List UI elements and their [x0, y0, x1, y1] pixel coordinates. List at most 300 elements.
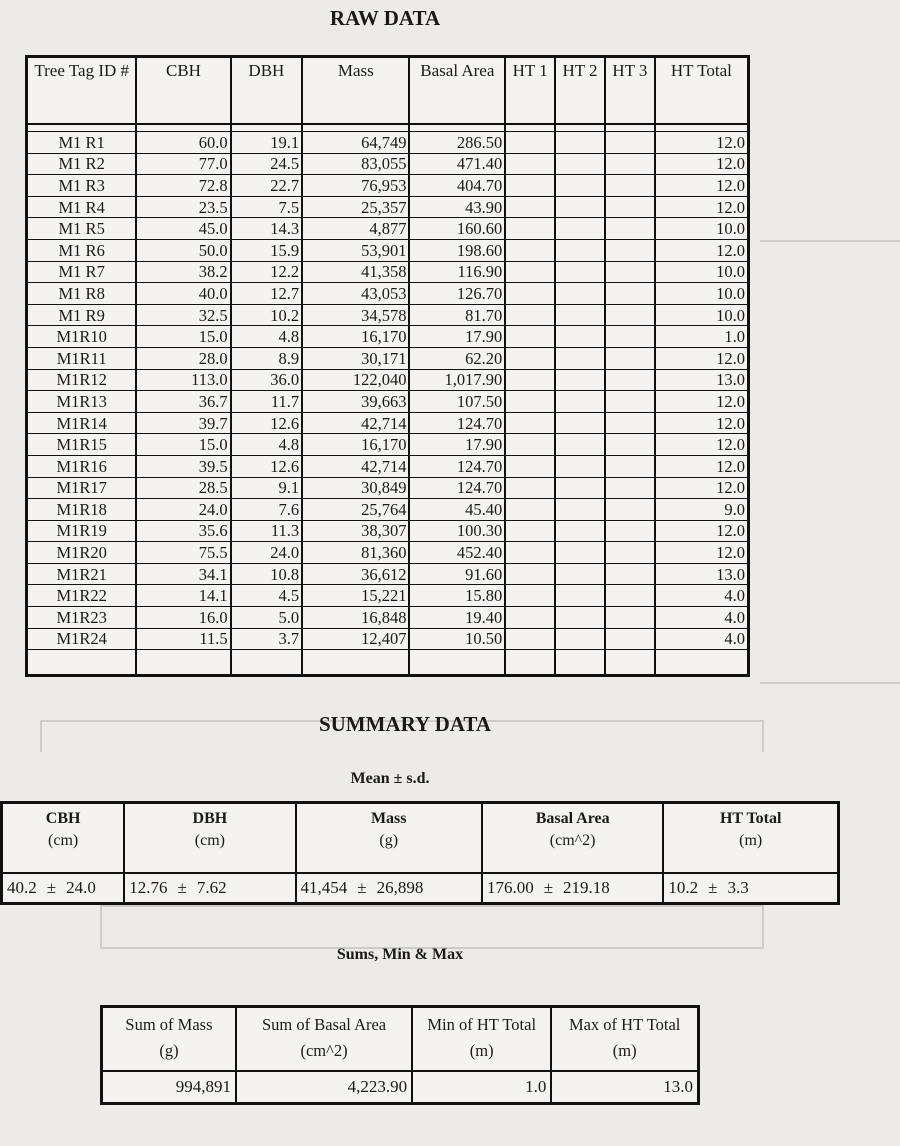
- tree-id-cell: M1 R4: [27, 196, 137, 218]
- ht1-cell: [505, 218, 555, 240]
- ht2-cell: [555, 239, 605, 261]
- ht3-cell: [605, 455, 655, 477]
- ht1-cell: [505, 175, 555, 197]
- mass-cell: 30,171: [302, 347, 409, 369]
- summary-data-title: SUMMARY DATA: [318, 712, 492, 736]
- table-row: [27, 607, 749, 629]
- mass-cell: 53,901: [302, 239, 409, 261]
- ht3-cell: [605, 304, 655, 326]
- basal-area-cell: 124.70: [409, 477, 505, 499]
- tree-id-cell: M1 R1: [27, 132, 137, 154]
- mass-cell: 64,749: [302, 132, 409, 154]
- cbh-cell: 35.6: [136, 520, 230, 542]
- ht-total-cell: 13.0: [655, 563, 749, 585]
- plus-minus-sign: ±: [543, 878, 554, 897]
- basal-area-cell: 45.40: [409, 499, 505, 521]
- dbh-cell: 36.0: [231, 369, 303, 391]
- ht1-cell: [505, 196, 555, 218]
- mass-cell: 83,055: [302, 153, 409, 175]
- mass-cell: 25,764: [302, 499, 409, 521]
- plus-minus-sign: ±: [708, 878, 718, 897]
- summary-col-header: [296, 803, 482, 874]
- mass-cell: 39,663: [302, 391, 409, 413]
- col-header-tree-id: Tree Tag ID #: [27, 57, 137, 125]
- summary-col-name: HT Total: [719, 810, 782, 827]
- tree-id-cell: M1 R6: [27, 239, 137, 261]
- ht1-cell: [505, 607, 555, 629]
- ht1-cell: [505, 391, 555, 413]
- tree-id-cell: M1R10: [27, 326, 137, 348]
- summary-col-header: [2, 803, 125, 874]
- sums-header-row: [102, 1007, 699, 1072]
- cbh-cell: 40.0: [136, 283, 230, 305]
- ht1-cell: [505, 499, 555, 521]
- ht-total-cell: 10.0: [655, 304, 749, 326]
- sums-value-cell: 994,891: [102, 1071, 236, 1104]
- ht1-cell: [505, 455, 555, 477]
- ht-total-cell: 12.0: [655, 434, 749, 456]
- cbh-cell: 38.2: [136, 261, 230, 283]
- header-spacer-row: [27, 124, 749, 132]
- cbh-cell: 45.0: [136, 218, 230, 240]
- summary-col-unit: (cm): [48, 832, 79, 849]
- ht3-cell: [605, 239, 655, 261]
- summary-value-cell: [124, 873, 295, 904]
- mean-value: 176.00: [486, 878, 534, 897]
- mass-cell: 42,714: [302, 455, 409, 477]
- ht3-cell: [605, 326, 655, 348]
- basal-area-cell: 100.30: [409, 520, 505, 542]
- tree-id-cell: M1R24: [27, 628, 137, 650]
- dbh-cell: 12.7: [231, 283, 303, 305]
- cbh-cell: 11.5: [136, 628, 230, 650]
- raw-data-body: [27, 124, 749, 676]
- basal-area-cell: 471.40: [409, 153, 505, 175]
- summary-value-cell: [2, 873, 125, 904]
- dbh-cell: 9.1: [231, 477, 303, 499]
- ht3-cell: [605, 347, 655, 369]
- tree-id-cell: M1R18: [27, 499, 137, 521]
- summary-col-header: [482, 803, 663, 874]
- ht2-cell: [555, 132, 605, 154]
- ht2-cell: [555, 283, 605, 305]
- mass-cell: 76,953: [302, 175, 409, 197]
- summary-value-cell: [296, 873, 482, 904]
- summary-header-row: [2, 803, 839, 874]
- summary-col-unit: (m): [739, 832, 763, 849]
- ht2-cell: [555, 585, 605, 607]
- mass-cell: 16,170: [302, 326, 409, 348]
- ht-total-cell: 12.0: [655, 239, 749, 261]
- basal-area-cell: 124.70: [409, 412, 505, 434]
- table-row: [27, 239, 749, 261]
- dbh-cell: 12.2: [231, 261, 303, 283]
- summary-col-header: [663, 803, 838, 874]
- ht-total-cell: 12.0: [655, 455, 749, 477]
- mass-cell: 25,357: [302, 196, 409, 218]
- ht-total-cell: 4.0: [655, 628, 749, 650]
- tree-id-cell: M1R12: [27, 369, 137, 391]
- ht3-cell: [605, 132, 655, 154]
- cbh-cell: 24.0: [136, 499, 230, 521]
- empty-cell: [505, 650, 555, 676]
- basal-area-cell: 43.90: [409, 196, 505, 218]
- tree-id-cell: M1R11: [27, 347, 137, 369]
- mass-cell: 16,170: [302, 434, 409, 456]
- dbh-cell: 11.7: [231, 391, 303, 413]
- tree-id-cell: M1R14: [27, 412, 137, 434]
- empty-cell: [27, 650, 137, 676]
- table-row: [27, 434, 749, 456]
- sums-min-max-table: [100, 1005, 700, 1105]
- sums-col-header: [236, 1007, 412, 1072]
- ht2-cell: [555, 499, 605, 521]
- ht3-cell: [605, 196, 655, 218]
- cbh-cell: 14.1: [136, 585, 230, 607]
- sd-value: 3.3: [727, 878, 749, 897]
- tree-id-cell: M1 R7: [27, 261, 137, 283]
- summary-col-name: Basal Area: [535, 810, 610, 827]
- ht3-cell: [605, 412, 655, 434]
- mass-cell: 15,221: [302, 585, 409, 607]
- dbh-cell: 10.2: [231, 304, 303, 326]
- table-row: [27, 304, 749, 326]
- ht-total-cell: 12.0: [655, 175, 749, 197]
- sums-col-name: Max of HT Total: [568, 1015, 681, 1034]
- col-header-dbh: DBH: [231, 57, 303, 125]
- cbh-cell: 75.5: [136, 542, 230, 564]
- sums-col-header: [551, 1007, 698, 1072]
- sums-col-header: [102, 1007, 236, 1072]
- dbh-cell: 7.5: [231, 196, 303, 218]
- basal-area-cell: 404.70: [409, 175, 505, 197]
- table-row: [27, 628, 749, 650]
- ht2-cell: [555, 218, 605, 240]
- ht2-cell: [555, 628, 605, 650]
- ht2-cell: [555, 347, 605, 369]
- summary-col-name: DBH: [192, 810, 228, 827]
- table-row: [27, 132, 749, 154]
- basal-area-cell: 91.60: [409, 563, 505, 585]
- tree-id-cell: M1R22: [27, 585, 137, 607]
- table-row: [27, 369, 749, 391]
- empty-cell: [231, 650, 303, 676]
- table-row: [27, 347, 749, 369]
- raw-header-row: [27, 57, 749, 125]
- mean-value: 12.76: [129, 878, 168, 897]
- summary-values-row: [2, 873, 839, 904]
- ht-total-cell: 13.0: [655, 369, 749, 391]
- mean-value: 10.2: [668, 878, 699, 897]
- table-row: [27, 153, 749, 175]
- dbh-cell: 12.6: [231, 412, 303, 434]
- table-row: [27, 455, 749, 477]
- ht1-cell: [505, 261, 555, 283]
- sums-value-cell: 1.0: [412, 1071, 551, 1104]
- col-header-ht2: HT 2: [555, 57, 605, 125]
- sums-col-name: Sum of Mass: [125, 1015, 213, 1034]
- empty-cell: [409, 650, 505, 676]
- ht-total-cell: 12.0: [655, 153, 749, 175]
- sd-value: 219.18: [563, 878, 610, 897]
- cbh-cell: 72.8: [136, 175, 230, 197]
- ht-total-cell: 12.0: [655, 477, 749, 499]
- ht3-cell: [605, 175, 655, 197]
- mean-value: 40.2: [7, 878, 37, 897]
- cbh-cell: 60.0: [136, 132, 230, 154]
- ht-total-cell: 10.0: [655, 261, 749, 283]
- ht2-cell: [555, 153, 605, 175]
- ht1-cell: [505, 283, 555, 305]
- basal-area-cell: 160.60: [409, 218, 505, 240]
- mass-cell: 43,053: [302, 283, 409, 305]
- summary-col-name: CBH: [45, 810, 81, 827]
- ht3-cell: [605, 391, 655, 413]
- summary-table: [0, 801, 840, 905]
- ht2-cell: [555, 175, 605, 197]
- ht-total-cell: 4.0: [655, 585, 749, 607]
- dbh-cell: 19.1: [231, 132, 303, 154]
- dbh-cell: 10.8: [231, 563, 303, 585]
- summary-value-cell: [482, 873, 663, 904]
- dbh-cell: 22.7: [231, 175, 303, 197]
- ht-total-cell: 12.0: [655, 347, 749, 369]
- table-row: [27, 218, 749, 240]
- table-row: [27, 542, 749, 564]
- ht2-cell: [555, 326, 605, 348]
- sd-value: 24.0: [66, 878, 96, 897]
- sums-value-cell: 13.0: [551, 1071, 698, 1104]
- basal-area-cell: 81.70: [409, 304, 505, 326]
- ht1-cell: [505, 369, 555, 391]
- ht-total-cell: 12.0: [655, 391, 749, 413]
- ht1-cell: [505, 239, 555, 261]
- sums-col-unit: (m): [469, 1041, 494, 1060]
- dbh-cell: 24.5: [231, 153, 303, 175]
- dbh-cell: 7.6: [231, 499, 303, 521]
- dbh-cell: 8.9: [231, 347, 303, 369]
- tree-id-cell: M1R17: [27, 477, 137, 499]
- tree-id-cell: M1 R5: [27, 218, 137, 240]
- cbh-cell: 28.5: [136, 477, 230, 499]
- ht3-cell: [605, 153, 655, 175]
- summary-col-header: [124, 803, 295, 874]
- table-row: [27, 196, 749, 218]
- table-row: [27, 563, 749, 585]
- ht-total-cell: 12.0: [655, 520, 749, 542]
- mass-cell: 30,849: [302, 477, 409, 499]
- ht-total-cell: 12.0: [655, 196, 749, 218]
- summary-col-unit: (cm^2): [549, 832, 596, 849]
- plus-minus-sign: ±: [46, 878, 57, 897]
- ht1-cell: [505, 412, 555, 434]
- cbh-cell: 32.5: [136, 304, 230, 326]
- table-row: [27, 585, 749, 607]
- ht2-cell: [555, 412, 605, 434]
- dbh-cell: 15.9: [231, 239, 303, 261]
- cbh-cell: 113.0: [136, 369, 230, 391]
- basal-area-cell: 15.80: [409, 585, 505, 607]
- sums-col-unit: (g): [159, 1041, 179, 1060]
- ht2-cell: [555, 304, 605, 326]
- tree-id-cell: M1R21: [27, 563, 137, 585]
- col-header-basal-area: Basal Area: [409, 57, 505, 125]
- ht1-cell: [505, 326, 555, 348]
- basal-area-cell: 17.90: [409, 326, 505, 348]
- mass-cell: 42,714: [302, 412, 409, 434]
- bleed-through-lower-outline: [100, 905, 764, 949]
- basal-area-cell: 124.70: [409, 455, 505, 477]
- cbh-cell: 39.5: [136, 455, 230, 477]
- sums-col-unit: (cm^2): [300, 1041, 348, 1060]
- mass-cell: 38,307: [302, 520, 409, 542]
- summary-col-unit: (g): [379, 832, 399, 849]
- ht-total-cell: 4.0: [655, 607, 749, 629]
- ht2-cell: [555, 520, 605, 542]
- ht3-cell: [605, 283, 655, 305]
- sums-col-header: [412, 1007, 551, 1072]
- basal-area-cell: 1,017.90: [409, 369, 505, 391]
- ht3-cell: [605, 542, 655, 564]
- ht1-cell: [505, 477, 555, 499]
- dbh-cell: 12.6: [231, 455, 303, 477]
- table-row: [27, 499, 749, 521]
- ht1-cell: [505, 434, 555, 456]
- sums-col-unit: (m): [612, 1041, 637, 1060]
- ht1-cell: [505, 304, 555, 326]
- mass-cell: 81,360: [302, 542, 409, 564]
- raw-data-table: [25, 55, 750, 677]
- dbh-cell: 24.0: [231, 542, 303, 564]
- ht1-cell: [505, 542, 555, 564]
- cbh-cell: 77.0: [136, 153, 230, 175]
- tree-id-cell: M1R16: [27, 455, 137, 477]
- cbh-cell: 34.1: [136, 563, 230, 585]
- ht-total-cell: 9.0: [655, 499, 749, 521]
- basal-area-cell: 62.20: [409, 347, 505, 369]
- basal-area-cell: 452.40: [409, 542, 505, 564]
- ht3-cell: [605, 628, 655, 650]
- empty-cell: [605, 650, 655, 676]
- mass-cell: 122,040: [302, 369, 409, 391]
- table-row: [27, 391, 749, 413]
- ht-total-cell: 12.0: [655, 132, 749, 154]
- dbh-cell: 4.8: [231, 434, 303, 456]
- tree-id-cell: M1 R3: [27, 175, 137, 197]
- ht1-cell: [505, 628, 555, 650]
- plus-minus-sign: ±: [177, 878, 187, 897]
- tree-id-cell: M1R13: [27, 391, 137, 413]
- ht2-cell: [555, 261, 605, 283]
- plus-minus-sign: ±: [357, 878, 367, 897]
- mass-cell: 4,877: [302, 218, 409, 240]
- ht3-cell: [605, 218, 655, 240]
- basal-area-cell: 19.40: [409, 607, 505, 629]
- ht-total-cell: 12.0: [655, 542, 749, 564]
- summary-col-unit: (cm): [194, 832, 225, 849]
- cbh-cell: 15.0: [136, 326, 230, 348]
- tree-id-cell: M1 R2: [27, 153, 137, 175]
- ht3-cell: [605, 434, 655, 456]
- ht2-cell: [555, 477, 605, 499]
- bleed-through-text: [760, 40, 900, 130]
- dbh-cell: 11.3: [231, 520, 303, 542]
- bleed-through-table-outline: [760, 240, 900, 684]
- cbh-cell: 39.7: [136, 412, 230, 434]
- cbh-cell: 28.0: [136, 347, 230, 369]
- ht-total-cell: 10.0: [655, 218, 749, 240]
- raw-data-title: RAW DATA: [329, 6, 441, 30]
- basal-area-cell: 126.70: [409, 283, 505, 305]
- empty-cell: [136, 650, 230, 676]
- table-row: [27, 412, 749, 434]
- ht1-cell: [505, 132, 555, 154]
- ht2-cell: [555, 607, 605, 629]
- mass-cell: 41,358: [302, 261, 409, 283]
- basal-area-cell: 198.60: [409, 239, 505, 261]
- mass-cell: 16,848: [302, 607, 409, 629]
- basal-area-cell: 286.50: [409, 132, 505, 154]
- ht1-cell: [505, 347, 555, 369]
- ht2-cell: [555, 196, 605, 218]
- table-row: [27, 326, 749, 348]
- ht1-cell: [505, 153, 555, 175]
- basal-area-cell: 107.50: [409, 391, 505, 413]
- empty-filler-row: [27, 650, 749, 676]
- ht2-cell: [555, 542, 605, 564]
- mean-value: 41,454: [300, 878, 348, 897]
- tree-id-cell: M1R15: [27, 434, 137, 456]
- table-row: [27, 477, 749, 499]
- tree-id-cell: M1 R8: [27, 283, 137, 305]
- ht3-cell: [605, 477, 655, 499]
- col-header-mass: Mass: [302, 57, 409, 125]
- cbh-cell: 36.7: [136, 391, 230, 413]
- ht1-cell: [505, 520, 555, 542]
- ht2-cell: [555, 391, 605, 413]
- cbh-cell: 50.0: [136, 239, 230, 261]
- sums-col-name: Sum of Basal Area: [261, 1015, 387, 1034]
- ht-total-cell: 1.0: [655, 326, 749, 348]
- table-row: [27, 261, 749, 283]
- ht2-cell: [555, 455, 605, 477]
- summary-value-cell: [663, 873, 838, 904]
- tree-id-cell: M1 R9: [27, 304, 137, 326]
- tree-id-cell: M1R20: [27, 542, 137, 564]
- dbh-cell: 3.7: [231, 628, 303, 650]
- dbh-cell: 4.5: [231, 585, 303, 607]
- cbh-cell: 16.0: [136, 607, 230, 629]
- ht1-cell: [505, 563, 555, 585]
- ht3-cell: [605, 261, 655, 283]
- sd-value: 7.62: [196, 878, 227, 897]
- dbh-cell: 14.3: [231, 218, 303, 240]
- ht2-cell: [555, 369, 605, 391]
- table-row: [27, 283, 749, 305]
- basal-area-cell: 10.50: [409, 628, 505, 650]
- ht3-cell: [605, 499, 655, 521]
- dbh-cell: 4.8: [231, 326, 303, 348]
- ht3-cell: [605, 563, 655, 585]
- ht3-cell: [605, 607, 655, 629]
- col-header-ht3: HT 3: [605, 57, 655, 125]
- cbh-cell: 23.5: [136, 196, 230, 218]
- ht2-cell: [555, 434, 605, 456]
- sums-value-cell: 4,223.90: [236, 1071, 412, 1104]
- ht3-cell: [605, 369, 655, 391]
- dbh-cell: 5.0: [231, 607, 303, 629]
- ht-total-cell: 12.0: [655, 412, 749, 434]
